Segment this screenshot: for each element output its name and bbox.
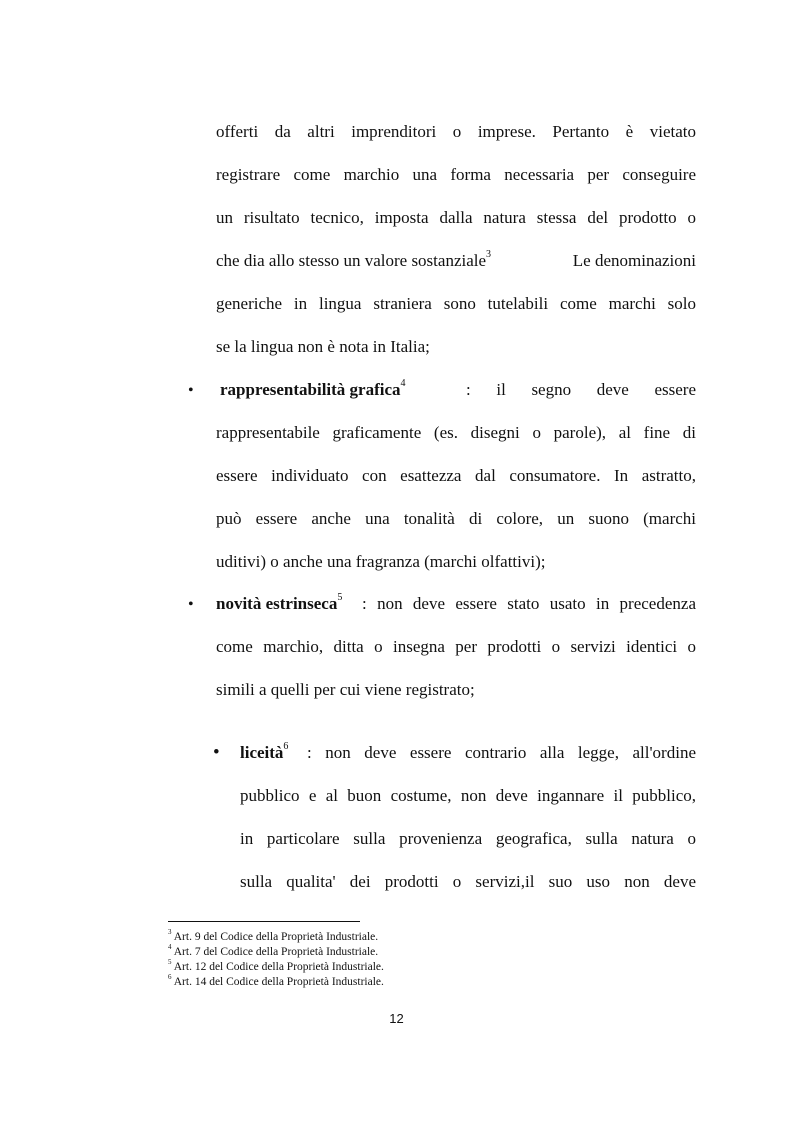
footnote: $^6$ Art. 14 del Codice della Proprietà Industriale. (168, 973, 384, 988)
page-number: 12 (389, 1011, 404, 1026)
paragraph-line: se la lingua non è nota in Italia; (216, 337, 430, 356)
bullet-line: simili a quelli per cui viene registrato; (216, 680, 475, 699)
paragraph-line: Le denominazioni (572, 251, 696, 270)
bullet-icon: • (213, 742, 220, 763)
bullet-term: novità estrinseca$^5$ (216, 592, 343, 613)
paragraph-line: offerti da altri imprenditori o imprese. Pertanto è vietato (216, 122, 696, 141)
bullet-line: può essere anche una tonalità di colore, un suono (marchi (216, 509, 696, 528)
footnote: $^4$ Art. 7 del Codice della Proprietà Industriale. (168, 943, 379, 958)
bullet-line: sulla qualita' dei prodotti o servizi,il suo uso non deve (240, 872, 696, 891)
bullet-term: rappresentabilità grafica$^4$ (220, 378, 406, 399)
bullet-line: essere individuato con esattezza dal consumatore. In astratto, (216, 466, 696, 485)
bullet-icon: • (188, 382, 194, 399)
footnote-ref: 3 (486, 249, 492, 261)
bullet-icon: • (188, 596, 194, 613)
bullet-line: in particolare sulla provenienza geografica, sulla natura o (240, 829, 696, 848)
footnote-ref: 5 (337, 592, 343, 604)
paragraph-line: che dia allo stesso un valore sostanziale$^3$ (216, 249, 492, 270)
bullet-line: pubblico e al buon costume, non deve ingannare il pubblico, (240, 786, 696, 805)
bullet-line: come marchio, ditta o insegna per prodotti o servizi identici o (216, 637, 696, 656)
paragraph-line: un risultato tecnico, imposta dalla natura stessa del prodotto o (216, 208, 696, 227)
bullet-term: liceità$^6$ (240, 741, 289, 762)
bullet-line: : non deve essere stato usato in precedenza (362, 594, 696, 613)
footnote-ref: 6 (283, 741, 289, 753)
bullet-line: : non deve essere contrario alla legge, all'ordine (307, 743, 696, 762)
bullet-line: : il segno deve essere (466, 380, 696, 399)
paragraph-line: registrare come marchio una forma necessaria per conseguire (216, 165, 696, 184)
footnote: $^5$ Art. 12 del Codice della Proprietà Industriale. (168, 958, 384, 973)
bullet-line: rappresentabile graficamente (es. disegni o parole), al fine di (216, 423, 696, 442)
paragraph-line: generiche in lingua straniera sono tutelabili come marchi solo (216, 294, 696, 313)
footnote: $^3$ Art. 9 del Codice della Proprietà Industriale. (168, 928, 379, 943)
bullet-line: uditivi) o anche una fragranza (marchi olfattivi); (216, 552, 546, 571)
footnote-separator (168, 921, 360, 922)
footnote-ref: 4 (400, 378, 406, 390)
